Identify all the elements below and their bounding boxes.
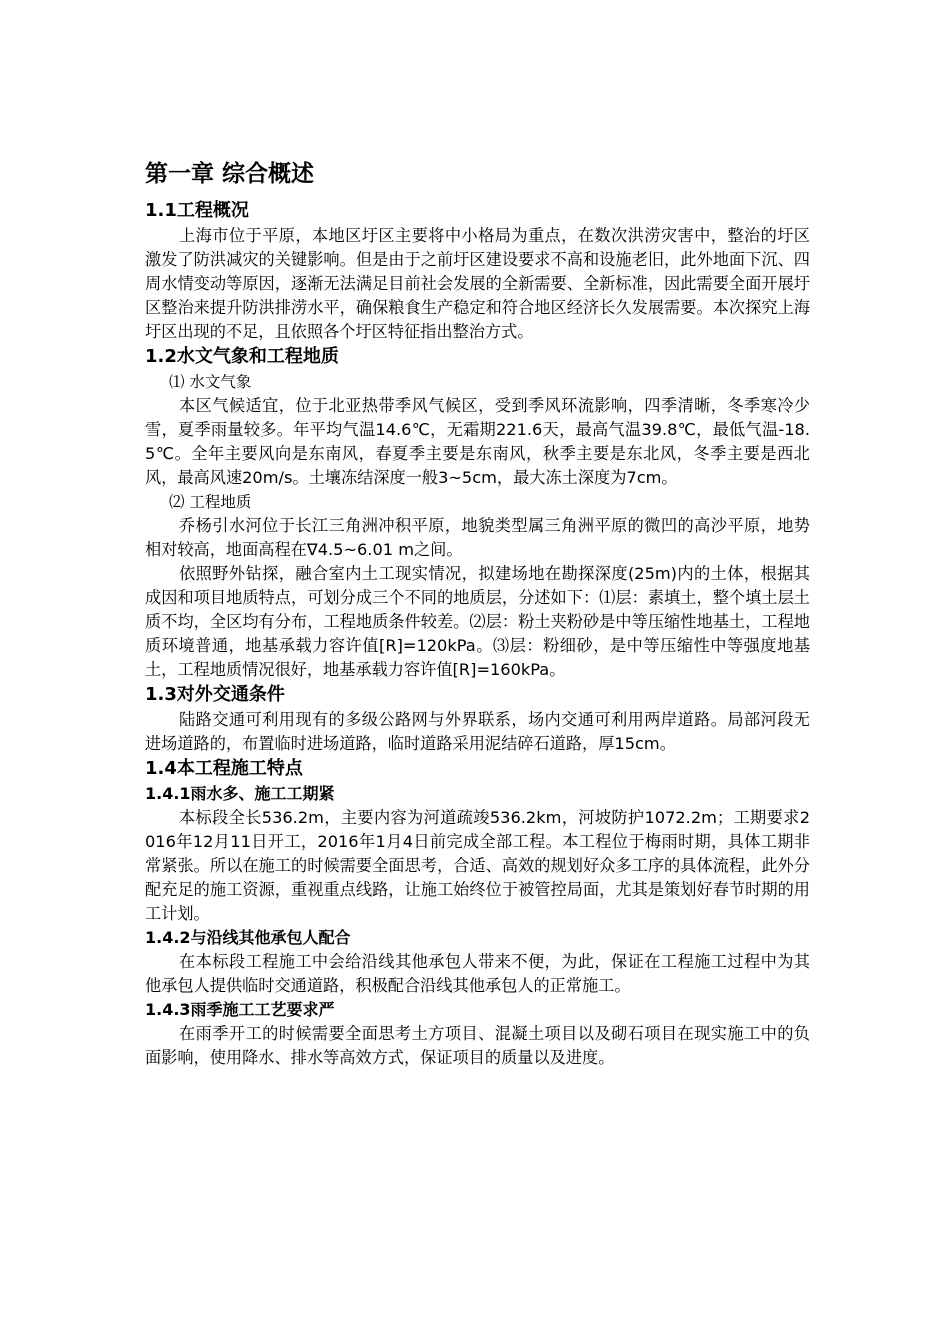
geology-paragraph-2: 依照野外钻探，融合室内土工现实情况，拟建场地在勘探深度(25m)内的土体，根据其成因和项目地质特点，可划分成三个不同的地质层，分述如下：⑴层：素填土，整个填土层土质不均，全区均有分布，工程地质条件较差。⑵层：粉土夹粉砂是中等压缩性地基土，工程地质环境普通，地基承载力容许值[R]=120kPa。⑶层：粉细砂，是中等压缩性中等强度地基土，工程地质情况很好，地基承载力容许值[R]=160kPa。: [145, 564, 810, 679]
section-1-1-heading: 1.1工程概况: [145, 200, 249, 221]
section-1-4-1-heading: 1.4.1雨水多、施工工期紧: [145, 784, 335, 803]
hydrology-paragraph: 本区气候适宜，位于北亚热带季风气候区，受到季风环流影响，四季清晰，冬季寒冷少雪，夏季雨量较多。年平均气温14.6℃，无霜期221.6天，最高气温39.8℃，最低气温-18.5℃。全年主要风向是东南风，春夏季主要是东南风，秋季主要是东北风，冬季主要是西北风，最高风速20m/s。土壤冻结深度一般3~5cm，最大冻土深度为7cm。: [145, 396, 810, 487]
section-1-4-3-heading: 1.4.3雨季施工工艺要求严: [145, 1000, 335, 1019]
section-1-4-2-heading: 1.4.2与沿线其他承包人配合: [145, 928, 351, 947]
section-1-3-heading: 1.3对外交通条件: [145, 684, 285, 705]
document-page: [145, 158, 810, 1070]
chapter-title: 第一章 综合概述: [145, 160, 315, 187]
section-1-4-1-paragraph: 本标段全长536.2m，主要内容为河道疏竣536.2km，河坡防护1072.2m；工期要求2016年12月11日开工，2016年1月4日前完成全部工程。本工程位于梅雨时期，具体工期非常紧张。所以在施工的时候需要全面思考，合适、高效的规划好众多工序的具体流程，此外分配充足的施工资源，重视重点线路，让施工始终位于被管控局面，尤其是策划好春节时期的用工计划。: [145, 808, 810, 923]
subsection-hydrology-label: ⑴ 水文气象: [169, 373, 252, 391]
geology-paragraph-1: 乔杨引水河位于长江三角洲冲积平原，地貌类型属三角洲平原的微凹的高沙平原，地势相对较高，地面高程在∇4.5~6.01 m之间。: [145, 516, 810, 559]
section-1-1-paragraph: 上海市位于平原，本地区圩区主要将中小格局为重点，在数次洪涝灾害中，整治的圩区激发了防洪减灾的关键影响。但是由于之前圩区建设要求不高和设施老旧，此外地面下沉、四周水情变动等原因，逐渐无法满足目前社会发展的全新需要、全新标准，因此需要全面开展圩区整治来提升防洪排涝水平，确保粮食生产稳定和符合地区经济长久发展需要。本次探究上海圩区出现的不足，且依照各个圩区特征指出整治方式。: [145, 226, 810, 341]
section-1-4-3-paragraph: 在雨季开工的时候需要全面思考土方项目、混凝土项目以及砌石项目在现实施工中的负面影响，使用降水、排水等高效方式，保证项目的质量以及进度。: [145, 1024, 810, 1067]
section-1-3-paragraph: 陆路交通可利用现有的多级公路网与外界联系，场内交通可利用两岸道路。局部河段无进场道路的，布置临时进场道路，临时道路采用泥结碎石道路，厚15cm。: [145, 710, 810, 753]
section-1-2-heading: 1.2水文气象和工程地质: [145, 346, 339, 367]
section-1-4-heading: 1.4本工程施工特点: [145, 758, 303, 779]
section-1-4-2-paragraph: 在本标段工程施工中会给沿线其他承包人带来不便，为此，保证在工程施工过程中为其他承包人提供临时交通道路，积极配合沿线其他承包人的正常施工。: [145, 952, 810, 995]
subsection-geology-label: ⑵ 工程地质: [169, 493, 252, 511]
